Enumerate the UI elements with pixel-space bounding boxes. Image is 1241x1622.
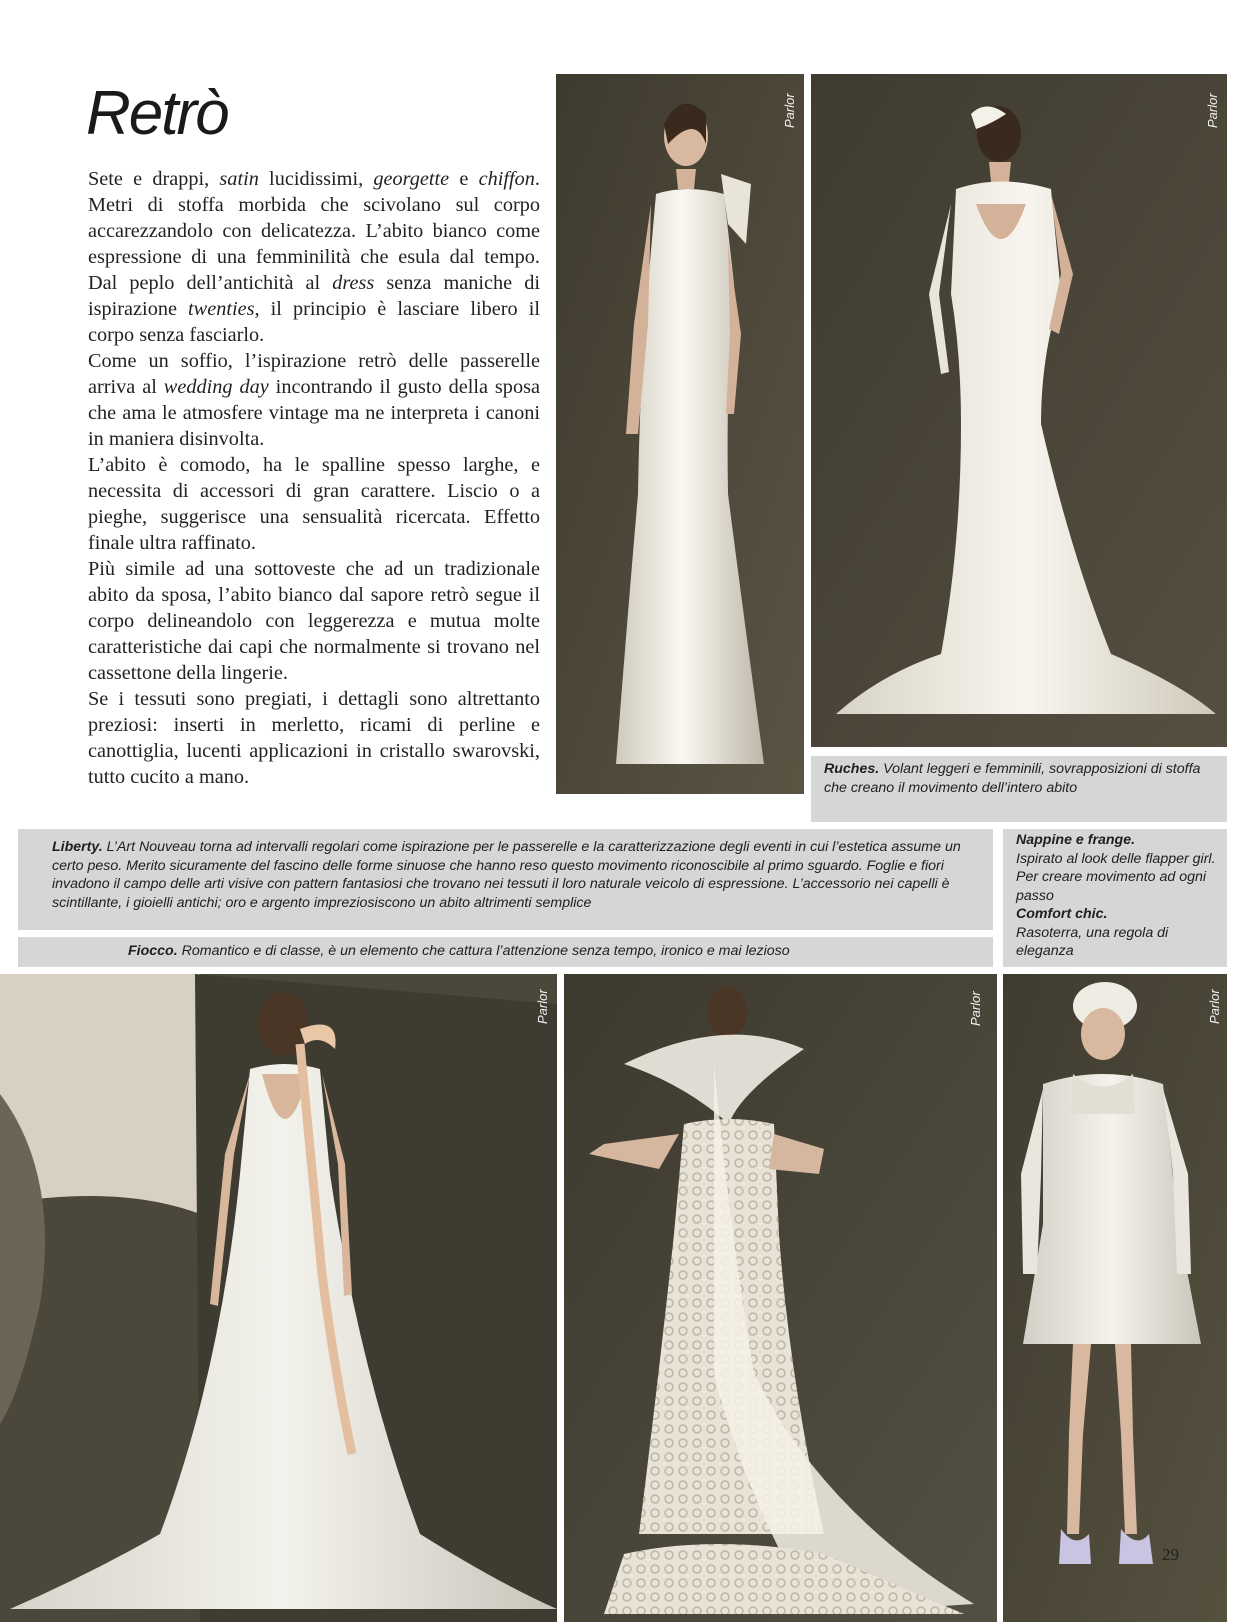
caption-liberty: Liberty. L’Art Nouveau torna ad intervalli regolari come ispirazione per le passerelle e la caratterizzazione degli eventi in cui l’estetica assume un certo peso. Merito sicuramente del fascino delle forme sinuose che hanno reso questo movimento riconoscibile al primo sguardo. Foglie e fiori invadono il campo delle arti visive con pattern fantasiosi che trovano nei tessuti il loro naturale veicolo di espressione. L’accessorio nei capelli è scintillante, i gioielli antichi; oro e argento impreziosiscono un abito altrimenti semplice — [18, 829, 993, 930]
caption-ruches: Ruches. Volant leggeri e femminili, sovrapposizioni di stoffa che creano il movimento dell’intero abito — [811, 756, 1227, 822]
paragraph-4: Più simile ad una sottoveste che ad un tradizionale abito da sposa, l’abito bianco dal sapore retrò segue il corpo delineandolo con leggerezza e mutua molte caratteristiche dai capi che normalmente si trovano nel cassettone della lingerie. — [88, 558, 540, 684]
paragraph-3: L’abito è comodo, ha le spalline spesso larghe, e necessita di accessori di gran carattere. Liscio o a pieghe, suggerisce una sensualità ricercata. Effetto finale ultra raffinato. — [88, 454, 540, 554]
page-title: Retrò — [86, 79, 228, 148]
photo-ruffled-gown — [811, 74, 1227, 747]
caption-fiocco: Fiocco. Romantico e di classe, è un elemento che cattura l’attenzione senza tempo, ironico e mai lezioso — [18, 937, 993, 967]
photo-credit: Parlor — [535, 989, 550, 1024]
photo-credit: Parlor — [782, 93, 797, 128]
page-number: 29 — [1162, 1545, 1179, 1564]
photo-credit: Parlor — [1205, 93, 1220, 128]
photo-pleated-dress — [1003, 974, 1227, 1622]
caption-nappine-comfort: Nappine e frange. Ispirato al look delle flapper girl. Per creare movimento ad ogni passo Comfort chic. Rasoterra, una regola di eleganza — [1003, 829, 1227, 967]
paragraph-1: Sete e drappi, satin lucidissimi, georgette e chiffon. Metri di stoffa morbida che scivolano sul corpo accarezzandolo con delicatezza. L’abito bianco come espressione di una femminilità che esula dal tempo. Dal peplo dell’antichità al dress senza maniche di ispirazione twenties, il principio è lasciare libero il corpo senza fasciarlo. — [88, 168, 540, 346]
article-body — [88, 166, 540, 790]
photo-lace-bow-gown — [564, 974, 997, 1622]
photo-satin-gown — [556, 74, 804, 794]
photo-credit: Parlor — [1207, 989, 1222, 1024]
photo-ribbon-gown — [0, 974, 557, 1622]
paragraph-2: Come un soffio, l’ispirazione retrò delle passerelle arriva al wedding day incontrando il gusto della sposa che ama le atmosfere vintage ma ne interpreta i canoni in maniera disinvolta. — [88, 350, 540, 450]
photo-credit: Parlor — [968, 991, 983, 1026]
paragraph-5: Se i tessuti sono pregiati, i dettagli sono altrettanto preziosi: inserti in merletto, ricami di perline e canottiglia, lucenti applicazioni in cristallo swarovski, tutto cucito a mano. — [88, 688, 540, 788]
